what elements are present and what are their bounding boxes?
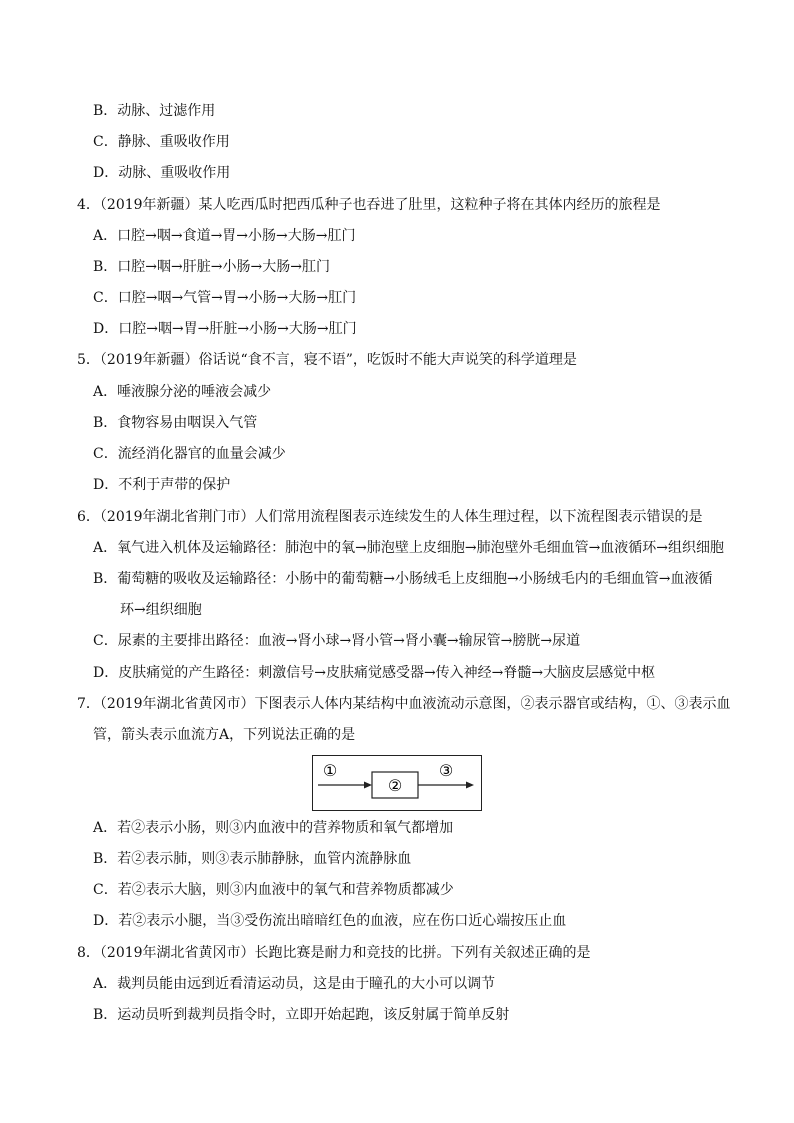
option-b-q4: B．口腔→咽→肝脏→小肠→大肠→肛门 bbox=[93, 259, 330, 275]
label-vessel-1: ① bbox=[322, 761, 338, 780]
option-d-q7: D．若②表示小腿，当③受伤流出暗暗红色的血液，应在伤口近心端按压止血 bbox=[93, 913, 567, 929]
option-b-q6-continued: 环→组织细胞 bbox=[120, 602, 202, 618]
option-a-q4: A．口腔→咽→食道→胃→小肠→大肠→肛门 bbox=[93, 228, 356, 244]
question-8: 8．（2019年湖北省黄冈市）长跑比赛是耐力和竞技的比拼。下列有关叙述正确的是 bbox=[77, 945, 591, 961]
label-vessel-3: ③ bbox=[438, 761, 454, 780]
option-d-q6: D．皮肤痛觉的产生路径：刺激信号→皮肤痛觉感受器→传入神经→脊髓→大脑皮层感觉中枢 bbox=[93, 665, 656, 681]
question-7-continued: 管，箭头表示血流方A，下列说法正确的是 bbox=[93, 727, 356, 743]
question-5: 5．（2019年新疆）俗话说“食不言，寝不语”，吃饭时不能大声说笑的科学道理是 bbox=[77, 352, 577, 368]
option-c-q5: C．流经消化器官的血量会减少 bbox=[93, 446, 286, 462]
label-organ-2: ② bbox=[387, 776, 403, 795]
option-a-q6: A．氧气进入机体及运输路径：肺泡中的氧→肺泡壁上皮细胞→肺泡壁外毛细血管→血液循环→组织细胞 bbox=[93, 540, 725, 556]
option-c-q7: C．若②表示大脑，则③内血液中的氧气和营养物质都减少 bbox=[93, 882, 454, 898]
option-b-q3: B．动脉、过滤作用 bbox=[93, 103, 216, 119]
option-d-q3: D．动脉、重吸收作用 bbox=[93, 165, 231, 181]
option-b-q6: B．葡萄糖的吸收及运输路径：小肠中的葡萄糖→小肠绒毛上皮细胞→小肠绒毛内的毛细血管→血液循 bbox=[93, 571, 713, 587]
blood-flow-diagram bbox=[312, 755, 482, 811]
option-d-q4: D．口腔→咽→胃→肝脏→小肠→大肠→肛门 bbox=[93, 321, 357, 337]
option-a-q5: A．唾液腺分泌的唾液会减少 bbox=[93, 384, 272, 400]
option-c-q6: C．尿素的主要排出路径：血液→肾小球→肾小管→肾小囊→输尿管→膀胱→尿道 bbox=[93, 633, 581, 649]
option-b-q7: B．若②表示肺，则③表示肺静脉，血管内流静脉血 bbox=[93, 851, 412, 867]
option-a-q8: A．裁判员能由远到近看清运动员，这是由于瞳孔的大小可以调节 bbox=[93, 976, 496, 992]
option-b-q5: B．食物容易由咽误入气管 bbox=[93, 415, 258, 431]
question-7: 7．（2019年湖北省黄冈市）下图表示人体内某结构中血液流动示意图，②表示器官或结构，①、③表示血 bbox=[77, 696, 731, 712]
question-4: 4．（2019年新疆）某人吃西瓜时把西瓜种子也吞进了肚里，这粒种子将在其体内经历的旅程是 bbox=[77, 197, 661, 213]
option-b-q8: B．运动员听到裁判员指令时，立即开始起跑，该反射属于简单反射 bbox=[93, 1007, 510, 1023]
option-c-q3: C．静脉、重吸收作用 bbox=[93, 134, 230, 150]
option-a-q7: A．若②表示小肠，则③内血液中的营养物质和氧气都增加 bbox=[93, 820, 454, 836]
option-d-q5: D．不利于声带的保护 bbox=[93, 477, 231, 493]
question-6: 6．（2019年湖北省荆门市）人们常用流程图表示连续发生的人体生理过程，以下流程图表示错误的是 bbox=[77, 509, 703, 525]
option-c-q4: C．口腔→咽→气管→胃→小肠→大肠→肛门 bbox=[93, 290, 357, 306]
